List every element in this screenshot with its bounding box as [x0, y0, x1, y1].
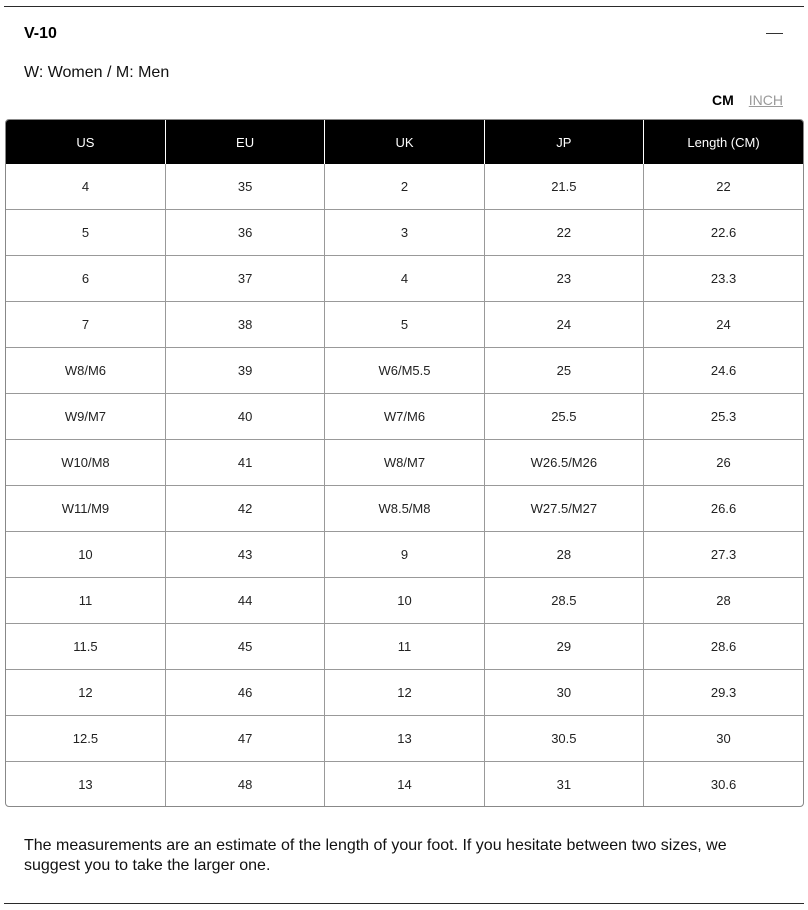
- cell-jp: 29: [484, 624, 643, 670]
- table-row: [6, 762, 803, 807]
- cell-eu: 37: [165, 256, 324, 302]
- cell-length: 26.6: [644, 486, 803, 532]
- cell-uk: 14: [325, 762, 484, 807]
- cell-jp: 30.5: [484, 716, 643, 762]
- cell-uk: W8/M7: [325, 440, 484, 486]
- cell-jp: 22: [484, 210, 643, 256]
- cell-uk: 10: [325, 578, 484, 624]
- cell-length: 22.6: [644, 210, 803, 256]
- column-header-eu: EU: [165, 120, 324, 164]
- cell-eu: 44: [165, 578, 324, 624]
- cell-jp: 25: [484, 348, 643, 394]
- cell-us: 11: [6, 578, 165, 624]
- cell-length: 25.3: [644, 394, 803, 440]
- cell-length: 30.6: [710, 776, 737, 792]
- table-row: [6, 256, 803, 302]
- cell-us: 6: [6, 256, 165, 302]
- cell-us: W10/M8: [6, 440, 165, 486]
- table-row: [6, 624, 803, 670]
- cell-eu: 41: [165, 440, 324, 486]
- cell-uk: W7/M6: [325, 394, 484, 440]
- table-row: [6, 302, 803, 348]
- cell-us: 12.5: [6, 716, 165, 762]
- cell-jp: W27.5/M27: [484, 486, 643, 532]
- column-header-length: Length (CM): [644, 120, 803, 164]
- cell-length: 27.3: [644, 532, 803, 578]
- cell-eu: 46: [165, 670, 324, 716]
- cell-uk: 2: [325, 164, 484, 210]
- table-row: [6, 394, 803, 440]
- table-row: [6, 486, 803, 532]
- cell-eu: 35: [165, 164, 324, 210]
- unit-cm-option[interactable]: CM: [711, 92, 734, 108]
- cell-eu: 48: [165, 762, 324, 807]
- cell-jp: 30: [484, 670, 643, 716]
- table-row: [6, 210, 803, 256]
- table-row: [6, 440, 803, 486]
- cell-jp: 28: [484, 532, 643, 578]
- cell-jp: 28.5: [484, 578, 643, 624]
- cell-jp: W26.5/M26: [484, 440, 643, 486]
- size-table: [6, 120, 803, 806]
- cell-uk: 13: [325, 716, 484, 762]
- cell-us: 10: [6, 532, 165, 578]
- unit-inch-option[interactable]: INCH: [748, 92, 783, 108]
- cell-jp: 31: [484, 762, 643, 807]
- cell-uk: W6/M5.5: [325, 348, 484, 394]
- cell-uk: 4: [325, 256, 484, 302]
- cell-eu: 36: [165, 210, 324, 256]
- cell-us: 4: [6, 164, 165, 210]
- cell-length: 24.6: [644, 348, 803, 394]
- cell-uk: 5: [325, 302, 484, 348]
- table-row: [6, 578, 803, 624]
- size-guide-title: V-10: [24, 25, 57, 42]
- collapse-icon[interactable]: [766, 33, 783, 34]
- cell-us: W11/M9: [6, 486, 165, 532]
- table-row: [6, 348, 803, 394]
- cell-us: W8/M6: [6, 348, 165, 394]
- cell-eu: 43: [165, 532, 324, 578]
- cell-jp: 21.5: [484, 164, 643, 210]
- cell-us: 11.5: [6, 624, 165, 670]
- cell-jp: 24: [484, 302, 643, 348]
- table-row: [6, 164, 803, 210]
- table-row: [6, 670, 803, 716]
- cell-length: 22: [644, 164, 803, 210]
- cell-uk: W8.5/M8: [325, 486, 484, 532]
- cell-jp: 23: [484, 256, 643, 302]
- cell-eu: 39: [165, 348, 324, 394]
- cell-uk: 12: [325, 670, 484, 716]
- cell-eu: 38: [165, 302, 324, 348]
- table-row: [6, 532, 803, 578]
- cell-eu: 42: [165, 486, 324, 532]
- column-header-uk: UK: [325, 120, 484, 164]
- cell-eu: 47: [165, 716, 324, 762]
- cell-us: 7: [6, 302, 165, 348]
- cell-us: W9/M7: [6, 394, 165, 440]
- cell-length: 30: [644, 716, 803, 762]
- cell-eu: 40: [165, 394, 324, 440]
- cell-length: 24: [644, 302, 803, 348]
- cell-eu: 45: [165, 624, 324, 670]
- gender-legend: W: Women / M: Men: [24, 64, 170, 81]
- table-header-row: [6, 120, 803, 164]
- size-table-container: [5, 119, 804, 807]
- cell-us: 5: [6, 210, 165, 256]
- column-header-jp: JP: [484, 120, 643, 164]
- cell-length: 26: [644, 440, 803, 486]
- cell-us: 12: [6, 670, 165, 716]
- sizing-note: The measurements are an estimate of the length of your foot. If you hesitate between two sizes, we suggest you to take the larger one.: [24, 837, 727, 874]
- cell-length: 28: [644, 578, 803, 624]
- cell-uk: 9: [325, 532, 484, 578]
- cell-length: 29.3: [644, 670, 803, 716]
- unit-toggle: [712, 92, 783, 108]
- cell-uk: 3: [325, 210, 484, 256]
- cell-length: 23.3: [644, 256, 803, 302]
- cell-us: 13: [6, 762, 165, 807]
- table-body: [6, 164, 803, 806]
- column-header-us: US: [6, 120, 165, 164]
- cell-length: 28.6: [644, 624, 803, 670]
- cell-jp: 25.5: [484, 394, 643, 440]
- table-row: [6, 716, 803, 762]
- cell-uk: 11: [325, 624, 484, 670]
